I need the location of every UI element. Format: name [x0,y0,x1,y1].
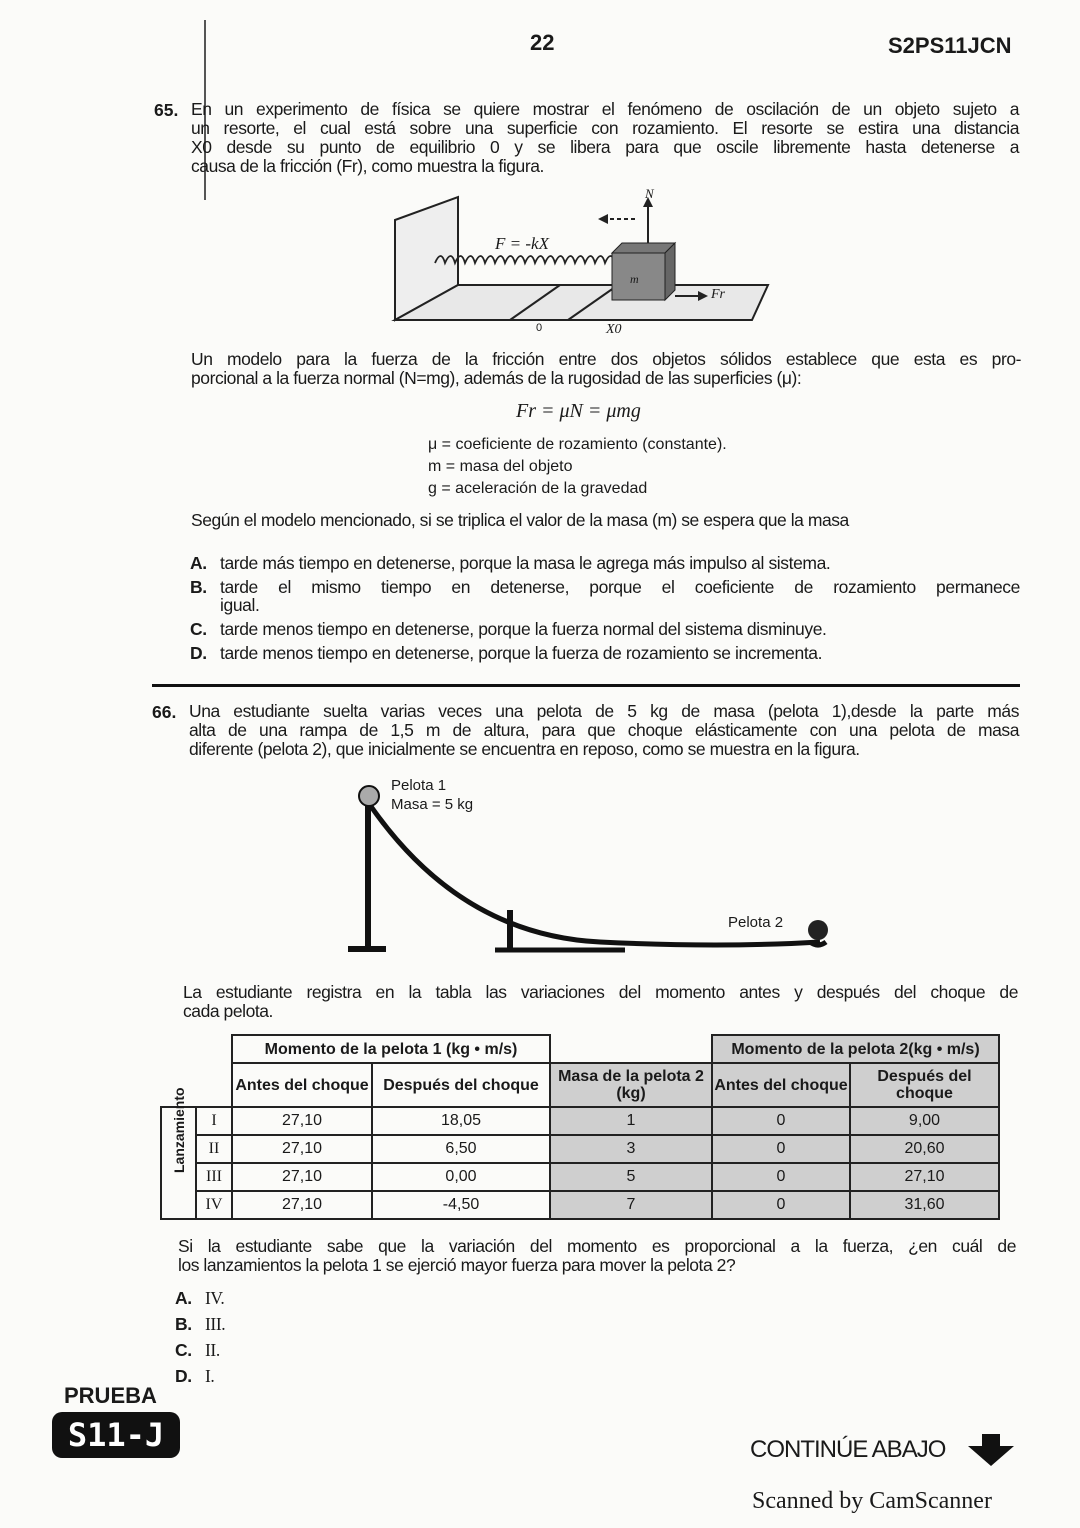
mass-label: m [630,272,639,286]
page-number: 22 [530,30,555,55]
cell: -4,50 [372,1191,550,1219]
spring-figure [390,185,780,345]
cell: 9,00 [850,1107,999,1135]
text-line: los lanzamientos la pelota 1 se ejerció mayor fuerza para mover la pelota 2? [178,1255,736,1275]
cell: 6,50 [372,1135,550,1163]
option-d[interactable] [175,1366,214,1387]
cell: 1 [550,1107,712,1135]
continue-label: CONTINÚE ABAJO [750,1436,946,1463]
option-letter: C. [175,1340,192,1360]
option-c[interactable] [190,619,827,640]
text-line: diferente (pelota 2), que inicialmente se encuentra en reposo, como se muestra en la figura. [189,739,860,759]
option-text-continued: igual. [220,595,260,615]
cell: 31,60 [850,1191,999,1219]
cell: 0 [712,1107,850,1135]
option-text: tarde más tiempo en detenerse, porque la masa le agrega más impulso al sistema. [220,553,831,573]
text-line: porcional a la fuerza normal (N=mg), además de la rugosidad de las superficies (μ): [191,368,802,388]
option-text: I. [205,1366,215,1386]
friction-formula: Fr = μN = μmg [516,400,641,422]
option-d[interactable] [190,643,822,664]
text-line: un resorte, el cual está sobre una superficie con rozamiento. El resorte se estira una distancia [191,118,1019,138]
col-p1-before: Antes del choque [232,1063,372,1107]
table-row [161,1163,999,1191]
momentum-table [160,1034,1000,1220]
row-id: II [196,1135,232,1163]
col-p2-after: Después del choque [850,1063,999,1107]
cell: 27,10 [850,1163,999,1191]
table-row [161,1135,999,1163]
row-group-text: Lanzamiento [170,1087,187,1173]
row-group-label [161,1087,196,1219]
definitions [428,434,727,500]
option-letter: B. [175,1314,192,1334]
option-letter: B. [190,577,207,597]
question-66-stem [178,1237,1016,1275]
option-letter: C. [190,619,207,639]
question-divider [152,684,1020,687]
cell: 7 [550,1191,712,1219]
definition-mu: μ = coeficiente de rozamiento (constante). [428,436,727,453]
table-row [161,1191,999,1219]
friction-model-text [191,350,1021,388]
exam-code: S2PS11JCN [888,33,1012,58]
cell: 27,10 [232,1107,372,1135]
cell: 0 [712,1163,850,1191]
cell: 5 [550,1163,712,1191]
ball-2-label: Pelota 2 [728,914,784,931]
cell: 27,10 [232,1191,372,1219]
x0-label: X0 [606,322,622,337]
option-letter: D. [190,643,207,663]
question-number: 65. [154,100,179,120]
question-number: 66. [152,702,177,722]
ball-1-label [391,776,473,814]
option-text: tarde el mismo tiempo en detenerse, porque el coeficiente de rozamiento permanece [220,577,1020,597]
table-intro [183,983,1018,1021]
text-line: alta de una rampa de 1,5 m de altura, para que choque elásticamente con una pelota de masa [189,720,1019,740]
cell: 0 [712,1191,850,1219]
text-line: causa de la fricción (Fr), como muestra la figura. [191,156,544,176]
option-letter: A. [175,1288,192,1308]
text-line: En un experimento de física se quiere mostrar el fenómeno de oscilación de un objeto sujeto a [191,99,1019,119]
ball-1-name: Pelota 1 [391,777,447,794]
group-header-ball-2: Momento de la pelota 2(kg • m/s) [712,1035,999,1063]
option-text: tarde menos tiempo en detenerse, porque la fuerza de rozamiento se incrementa. [220,643,823,663]
ball-1-mass: Masa = 5 kg [391,796,474,813]
cell: 0,00 [372,1163,550,1191]
option-text: II. [205,1340,220,1360]
group-header-ball-1: Momento de la pelota 1 (kg • m/s) [232,1035,550,1063]
cell: 27,10 [232,1135,372,1163]
arrow-down-icon [968,1432,1018,1468]
zero-label: 0 [536,322,543,334]
col-p2-before: Antes del choque [712,1063,850,1107]
question-66-intro [189,702,1019,759]
scanner-watermark: Scanned by CamScanner [752,1488,992,1514]
friction-label: Fr [711,287,725,302]
cell: 3 [550,1135,712,1163]
definition-g: g = aceleración de la gravedad [428,480,648,497]
spring [435,256,615,263]
option-c[interactable] [175,1340,220,1361]
option-b[interactable] [190,577,1020,616]
text-line: Si la estudiante sabe que la variación del momento es proporcional a la fuerza, ¿en cuál de [178,1236,1016,1256]
option-a[interactable] [190,553,830,574]
option-letter: D. [175,1366,192,1386]
force-label: F = -kX [495,234,549,253]
cell: 27,10 [232,1163,372,1191]
question-65-stem: Según el modelo mencionado, si se triplica el valor de la masa (m) se espera que la masa [191,510,849,530]
test-badge: S11-J [52,1412,180,1458]
row-id: IV [196,1191,232,1219]
option-letter: A. [190,553,207,573]
option-text: tarde menos tiempo en detenerse, porque la fuerza normal del sistema disminuye. [220,619,827,639]
ball-1 [359,786,379,806]
text-line: cada pelota. [183,1001,273,1021]
cell: 20,60 [850,1135,999,1163]
prueba-label: PRUEBA [64,1383,157,1408]
option-b[interactable] [175,1314,225,1335]
text-line: Un modelo para la fuerza de la fricción entre dos objetos sólidos establece que esta es pro- [191,349,1021,369]
cell: 18,05 [372,1107,550,1135]
text-line: La estudiante registra en la tabla las variaciones del momento antes y después del choque de [183,982,1018,1002]
option-text: III. [205,1314,226,1334]
text-line: Una estudiante suelta varias veces una pelota de 5 kg de masa (pelota 1),desde la parte más [189,701,1019,721]
ball-2 [808,920,828,940]
table-row [161,1107,999,1135]
question-65-intro [191,100,1019,176]
option-text: IV. [205,1288,225,1308]
row-id: I [196,1107,232,1135]
cell: 0 [712,1135,850,1163]
col-p1-after: Después del choque [372,1063,550,1107]
normal-label: N [645,186,654,201]
col-mass2: Masa de la pelota 2 (kg) [550,1063,712,1107]
text-line: X0 desde su punto de equilibrio 0 y se libera para que oscile libremente hasta detenerse a [191,137,1019,157]
definition-m: m = masa del objeto [428,458,573,475]
row-id: III [196,1163,232,1191]
option-a[interactable] [175,1288,224,1309]
